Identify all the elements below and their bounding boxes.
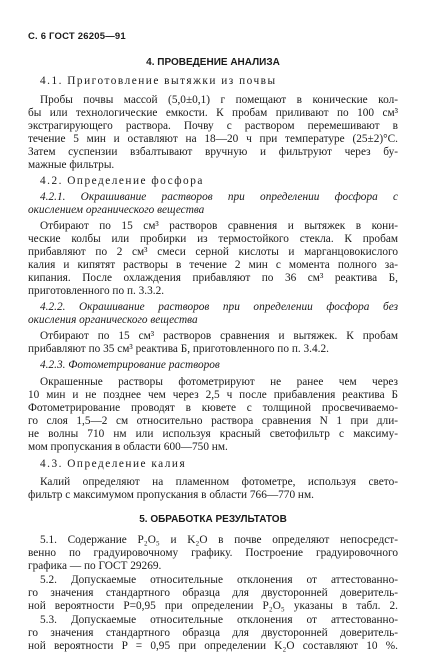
- subsection-4-3-heading: 4.3. Определение калия: [40, 458, 187, 470]
- subsection-4-2-2-heading: окисления органического вещества: [28, 314, 198, 326]
- para-5-3-line: го значения стандартного образца для двусторонней доверитель-: [28, 627, 398, 639]
- para-5-3-line: 5.3. Допускаемые относительные отклонения от аттестованно-: [40, 614, 398, 626]
- subsection-4-2-1-heading: 4.2.1. Окрашивание растворов при определении фосфора с: [40, 191, 398, 203]
- para-4-2-3-line: го слоя 1,5—2 см относительно раствора сравнения N 1 при дли-: [28, 415, 398, 427]
- para-4-2-3-line: Окрашенные растворы фотометрируют не ранее чем через: [40, 376, 398, 388]
- para-4-2-2-line: Отбирают по 15 см³ растворов сравнения и вытяжек. К пробам: [40, 330, 398, 342]
- para-4-1-line: бы или технологические емкости. К пробам приливают по 100 см³: [28, 107, 398, 119]
- para-4-1-line: Затем суспензии взбалтывают вручную и фильтруют через бу-: [28, 146, 398, 158]
- para-4-2-1-line: калия и кипятят растворы в течение 2 мин с момента полного за-: [28, 259, 398, 271]
- para-4-3-line: Калий определяют на пламенном фотометре, используя свето-: [40, 476, 398, 488]
- page-header: С. 6 ГОСТ 26205—91: [28, 31, 126, 42]
- para-4-1-line: мажные фильтры.: [28, 159, 115, 171]
- para-5-1-line: графика — по ГОСТ 29269.: [28, 560, 162, 572]
- subsection-4-2-1-heading: окислением органического вещества: [28, 204, 205, 216]
- para-4-2-3-line: Фотометрирование проводят в кювете с толщиной просвечиваемо-: [28, 402, 398, 414]
- section-4-heading: 4. ПРОВЕДЕНИЕ АНАЛИЗА: [146, 57, 280, 68]
- para-4-2-1-line: Отбирают по 15 см³ растворов сравнения и вытяжек в кони-: [40, 220, 398, 232]
- para-4-1-line: течение 5 мин и оставляют на 18—20 ч при температуре (25±2)°С.: [28, 133, 398, 145]
- para-5-2-line: ной вероятности P=0,95 при определении P₂O₅ указаны в табл. 2.: [28, 600, 398, 612]
- para-4-1-line: экстрагирующего раствора. Почву с раствором перемешивают в: [28, 120, 398, 132]
- para-4-2-1-line: приготовленного по п. 3.3.2.: [28, 285, 165, 297]
- subsection-4-2-3-heading: 4.2.3. Фотометрирование растворов: [40, 359, 220, 371]
- subsection-4-1-heading: 4.1. Приготовление вытяжки из почвы: [40, 75, 277, 87]
- para-4-2-3-line: не волны 710 нм или используя красный светофильтр с максиму-: [28, 428, 398, 440]
- para-5-1-line: венно по градуировочному графику. Построение градуировочного: [28, 547, 398, 559]
- para-5-2-line: 5.2. Допускаемые относительные отклонения от аттестованно-: [40, 574, 398, 586]
- para-5-2-line: го значения стандартного образца для двусторонней доверитель-: [28, 587, 398, 599]
- para-4-2-3-line: мом пропускания в области 600—750 нм.: [28, 441, 228, 453]
- para-5-3-line: ной вероятности P = 0,95 при определении K₂O составляют 10 %.: [28, 640, 398, 652]
- para-5-1-line: 5.1. Содержание P₂O₅ и K₂O в почве определяют непосредст-: [40, 534, 398, 546]
- para-4-2-1-line: ческие колбы или пробирки из термостойкого стекла. К пробам: [28, 233, 398, 245]
- para-4-2-1-line: кипания. После охлаждения прибавляют по 36 см³ реактива Б,: [28, 272, 398, 284]
- para-4-2-2-line: прибавляют по 35 см³ реактива Б, приготовленного по п. 3.4.2.: [28, 343, 329, 355]
- section-5-heading: 5. ОБРАБОТКА РЕЗУЛЬТАТОВ: [139, 514, 287, 525]
- para-4-1-line: Пробы почвы массой (5,0±0,1) г помещают в конические кол-: [40, 94, 398, 106]
- subsection-4-2-2-heading: 4.2.2. Окрашивание растворов при определении фосфора без: [40, 301, 398, 313]
- subsection-4-2-heading: 4.2. Определение фосфора: [40, 175, 204, 187]
- para-4-2-1-line: прибавляют по 2 см³ смеси серной кислоты и марганцовокислого: [28, 246, 398, 258]
- para-4-2-3-line: 10 мин и не позднее чем через 2,5 ч после прибавления реактива Б: [28, 389, 398, 401]
- para-4-3-line: фильтр с максимумом пропускания в области 766—770 нм.: [28, 489, 314, 501]
